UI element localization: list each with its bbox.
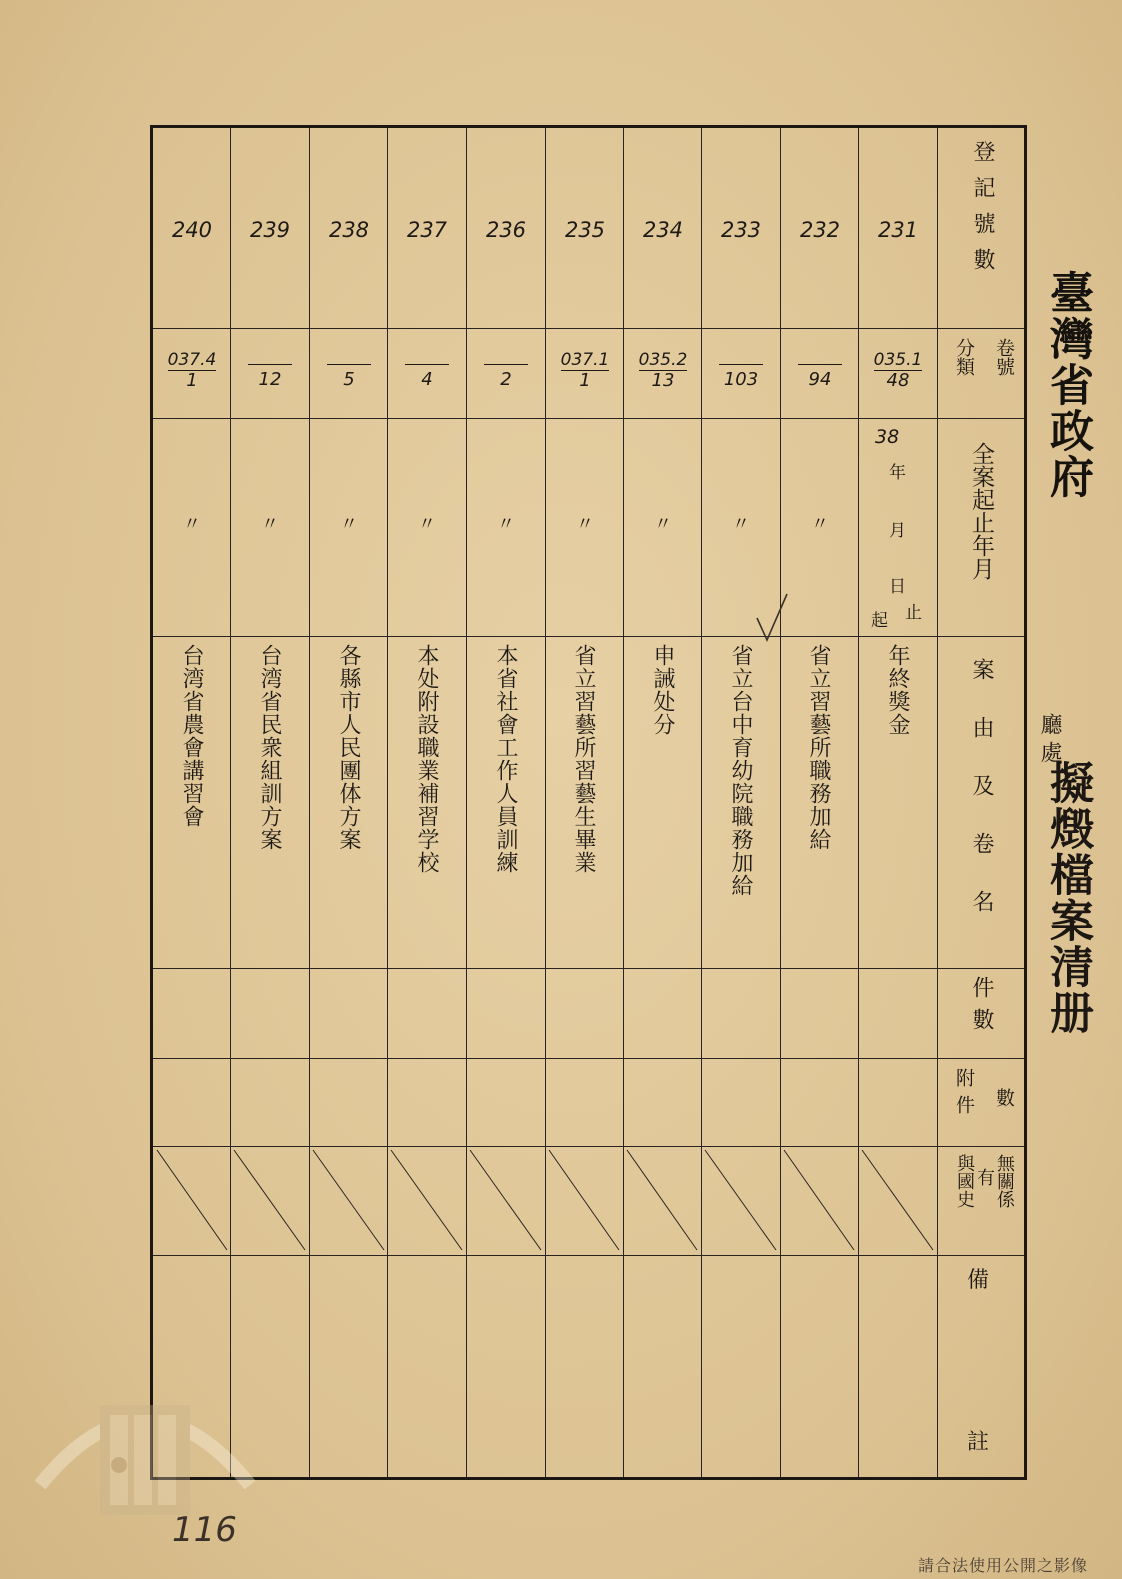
title-department: 廳處 [1037,713,1062,769]
classification-cell: 94 [784,350,856,390]
subject-cell: 各縣市人民團体方案 [336,644,361,851]
subject-cell: 台湾省民衆組訓方案 [257,644,282,851]
column-divider [701,128,702,1477]
header-relation-has: 有 [974,1168,995,1186]
date-year-number: 38 [875,426,900,448]
date-day-label: 日 [889,577,906,597]
check-mark [753,588,793,648]
column-divider [466,128,467,1477]
classification-cell: 4 [391,350,463,390]
reg-number: 240 [171,218,213,242]
date-start-label: 起 [871,611,888,631]
header-attachments: 附件 [953,1068,975,1122]
header-relation-none: 無關係 [994,1154,1015,1208]
ditto-mark: 〃 [497,514,515,535]
date-end-label: 止 [905,603,922,623]
classification-cell: 035.2 13 [638,350,688,391]
row-divider [153,328,1024,329]
column-divider [545,128,546,1477]
column-divider [780,128,781,1477]
reg-number: 233 [720,218,762,242]
classification-cell: 103 [705,350,777,390]
header-volume-number: 卷號 [993,338,1015,376]
reg-number: 231 [877,218,919,242]
classification-cell: 12 [234,350,306,390]
ditto-mark: 〃 [811,514,829,535]
reg-number: 232 [799,218,841,242]
header-relation-history: 與國史 [954,1154,975,1208]
header-subject: 案由及卷名 [969,658,994,948]
ditto-mark: 〃 [418,514,436,535]
subject-cell: 本省社會工作人員訓練 [493,644,518,874]
subject-cell: 省立台中育幼院職務加給 [728,644,753,897]
header-attachment-count: 數 [993,1088,1015,1107]
row-divider [153,636,1024,637]
column-divider [623,128,624,1477]
reg-number: 238 [328,218,370,242]
header-remarks-2: 註 [967,1430,990,1455]
subject-cell: 年終獎金 [885,644,910,736]
subject-cell: 本处附設職業補習学校 [414,644,439,874]
ditto-mark: 〃 [340,514,358,535]
subject-cell: 申誡处分 [650,644,675,736]
document-title: 臺灣省政府 [1042,270,1093,500]
column-divider [230,128,231,1477]
reg-number: 239 [249,218,291,242]
header-remarks-1: 備 [967,1268,990,1293]
ditto-mark: 〃 [654,514,672,535]
column-divider [309,128,310,1477]
header-classification: 分類 [953,338,975,376]
column-divider [387,128,388,1477]
reg-number: 234 [642,218,684,242]
relation-row-diagonals [153,1146,937,1255]
classification-cell: 035.1 48 [873,350,923,391]
document-subtitle: 擬燬檔案清册 [1042,760,1093,1036]
header-item-count: 件數 [969,976,994,1040]
ditto-mark: 〃 [261,514,279,535]
header-registration-number: 登記號數 [970,140,995,284]
date-month-label: 月 [889,521,906,541]
reg-number: 235 [564,218,606,242]
classification-cell: 037.1 1 [560,350,610,391]
subject-cell: 省立習藝所職務加給 [806,644,831,851]
column-divider [858,128,859,1477]
ditto-mark: 〃 [183,514,201,535]
page-number: 116 [172,1510,237,1550]
ditto-mark: 〃 [576,514,594,535]
subject-cell: 省立習藝所習藝生畢業 [571,644,596,874]
ditto-mark: 〃 [732,514,750,535]
reg-number: 236 [485,218,527,242]
column-divider [937,128,938,1477]
header-date-range: 全案起止年月 [968,442,994,580]
classification-cell: 5 [313,350,385,390]
reg-number: 237 [406,218,448,242]
row-divider [153,968,1024,969]
classification-cell: 037.4 1 [167,350,217,391]
row-divider [153,418,1024,419]
row-divider [153,1255,1024,1256]
usage-notice: 請合法使用公開之影像 [918,1556,1089,1575]
classification-cell: 2 [470,350,542,390]
row-divider [153,1058,1024,1059]
subject-cell: 台湾省農會講習會 [179,644,204,828]
date-year-label: 年 [889,463,906,483]
register-table [150,125,1027,1480]
